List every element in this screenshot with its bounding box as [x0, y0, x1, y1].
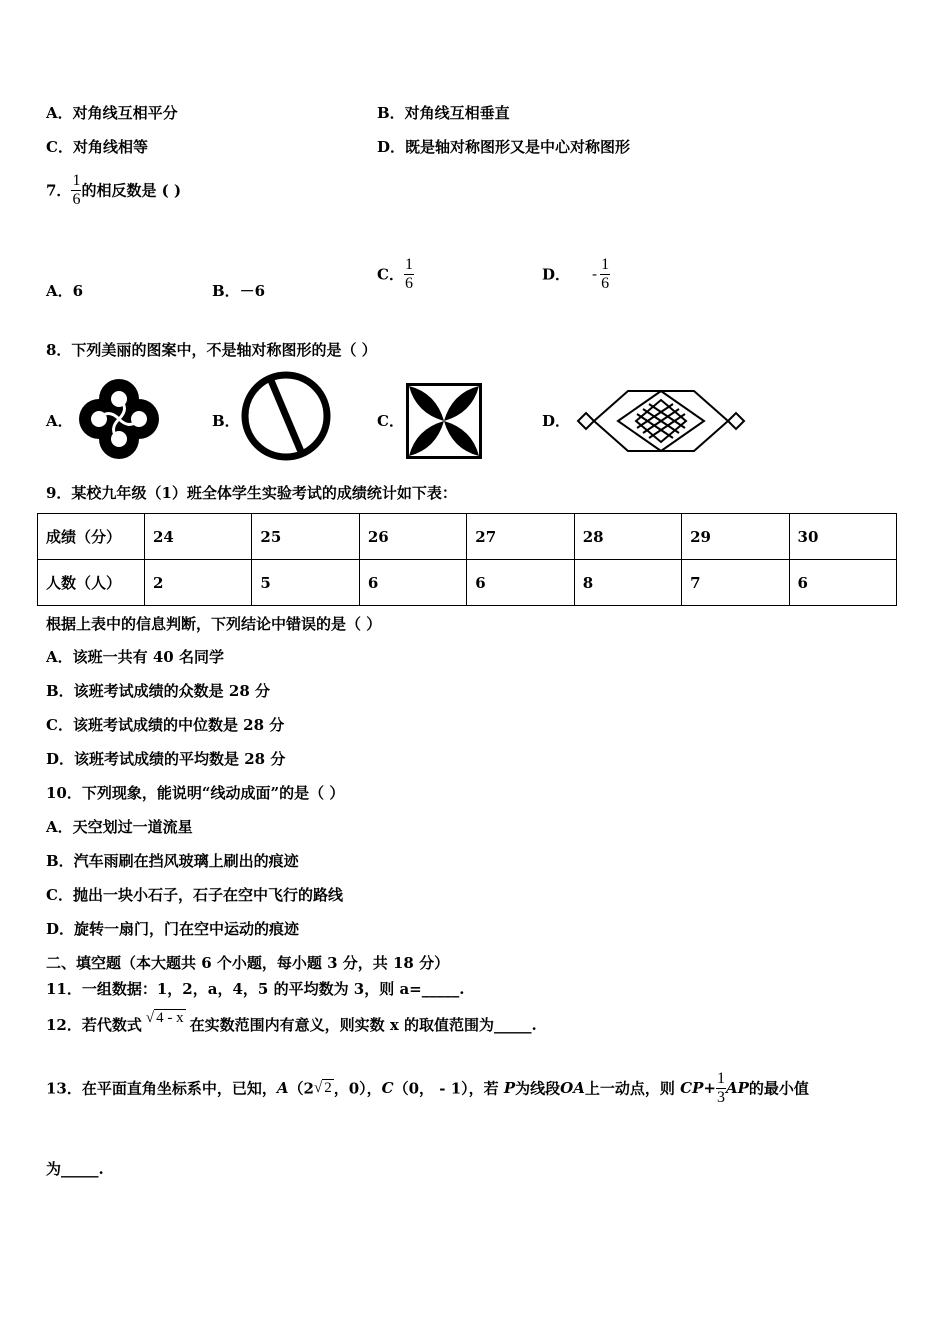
q9-question: 根据上表中的信息判断，下列结论中错误的是（ ）	[46, 615, 382, 633]
q13-line2: 为_____.	[46, 1160, 104, 1178]
q9-option-c: C．该班考试成绩的中位数是 28 分	[46, 716, 285, 734]
q13-cp: CP+	[680, 1079, 716, 1098]
table-cell: 6	[359, 560, 466, 606]
table-cell: 29	[682, 514, 789, 560]
q13-fraction	[716, 1070, 726, 1106]
q13-mid2: 上一动点，则	[584, 1079, 675, 1098]
q7-frac-num: 1	[72, 172, 81, 189]
q8-label-d: D．	[542, 412, 571, 430]
q12-post: 在实数范围内有意义，则实数 x 的取值范围为_____.	[189, 1016, 537, 1034]
q7-fraction	[71, 172, 81, 208]
q7-stem	[46, 172, 181, 208]
table-cell: 28	[574, 514, 681, 560]
table-cell: 30	[789, 514, 896, 560]
q9-option-b: B．该班考试成绩的众数是 28 分	[46, 682, 270, 700]
table-header-cell: 人数（人）	[38, 560, 145, 606]
q7-option-c-den: 6	[404, 274, 413, 292]
q7-frac-den: 6	[72, 190, 81, 208]
endless-knot-figure	[576, 388, 746, 454]
table-cell: 5	[252, 560, 359, 606]
table-cell: 7	[682, 560, 789, 606]
q13-segment-oa: OA	[560, 1079, 585, 1098]
q13-radicand: 2	[324, 1079, 332, 1096]
q11-stem: 11．一组数据：1，2，a，4，5 的平均数为 3，则 a=_____.	[46, 980, 465, 998]
q10-option-c: C．抛出一块小石子，石子在空中飞行的路线	[46, 886, 343, 904]
q13-mid: 为线段	[515, 1079, 561, 1098]
q10-option-b: B．汽车雨刷在挡风玻璃上刷出的痕迹	[46, 852, 299, 870]
table-cell: 8	[574, 560, 681, 606]
q8-stem: 8．下列美丽的图案中，不是轴对称图形的是（ ）	[46, 341, 377, 359]
q7-number: 7．	[46, 181, 72, 200]
q9-option-d: D．该班考试成绩的平均数是 28 分	[46, 750, 286, 768]
q13-ap: AP	[725, 1079, 749, 1098]
q7-option-c-label: C．	[377, 265, 404, 284]
table-cell: 25	[252, 514, 359, 560]
table-cell: 2	[145, 560, 252, 606]
four-leaf-knot-figure	[78, 378, 160, 460]
table-cell: 6	[789, 560, 896, 606]
score-table	[37, 513, 897, 606]
q10-option-a: A．天空划过一道流星	[46, 818, 193, 836]
q8-label-a: A．	[46, 412, 73, 430]
q13-frac-den: 3	[716, 1088, 725, 1106]
q13-stem	[46, 1070, 809, 1106]
table-row	[38, 514, 897, 560]
q13-pre: 13．在平面直角坐标系中，已知，	[46, 1079, 277, 1098]
q13-a-close: ，0），	[333, 1079, 382, 1098]
q8-label-b: B．	[212, 412, 240, 430]
q6-option-b: B．对角线互相垂直	[377, 104, 510, 122]
q7-option-a: A．6	[46, 282, 84, 300]
square-with-petals-figure	[406, 383, 482, 459]
q10-option-d: D．旋转一扇门，门在空中运动的痕迹	[46, 920, 300, 938]
q7-text: 的相反数是 ( )	[81, 181, 182, 200]
q8-label-c: C．	[377, 412, 404, 430]
q12-sqrt: √ 4 - x	[145, 1010, 184, 1026]
q13-point-a: A	[276, 1079, 289, 1098]
q7-option-d-fraction	[600, 256, 610, 292]
table-header-cell: 成绩（分）	[38, 514, 145, 560]
q13-c-coords: （0， - 1），若	[393, 1079, 499, 1098]
q7-option-c-num: 1	[404, 256, 413, 273]
q7-option-b: B．－6	[212, 282, 266, 300]
q7-option-d-num: 1	[601, 256, 610, 273]
q12-radicand: 4 - x	[156, 1010, 184, 1026]
q12-stem	[46, 1010, 537, 1035]
q13-point-p: P	[503, 1079, 516, 1098]
q6-option-a: A．对角线互相平分	[46, 104, 178, 122]
table-cell: 27	[467, 514, 574, 560]
table-cell: 24	[145, 514, 252, 560]
q10-stem: 10．下列现象，能说明“线动成面”的是（ ）	[46, 784, 345, 802]
q7-option-c	[377, 256, 414, 292]
q7-option-d-den: 6	[601, 274, 610, 292]
q6-option-c: C．对角线相等	[46, 138, 148, 156]
table-cell: 6	[467, 560, 574, 606]
q7-option-d	[542, 256, 610, 292]
q7-option-d-label: D．	[542, 265, 571, 284]
q9-option-a: A．该班一共有 40 名同学	[46, 648, 224, 666]
table-row	[38, 560, 897, 606]
section-heading: 二、填空题（本大题共 6 个小题，每小题 3 分，共 18 分）	[46, 954, 450, 972]
q6-option-d: D．既是轴对称图形又是中心对称图形	[377, 138, 631, 156]
q7-option-c-fraction	[404, 256, 414, 292]
q13-sqrt: √ 2	[313, 1079, 332, 1096]
q13-a-open: （2	[288, 1079, 314, 1098]
q13-point-c: C	[381, 1079, 394, 1098]
q12-pre: 12．若代数式	[46, 1016, 142, 1034]
q9-stem: 9．某校九年级（1）班全体学生实验考试的成绩统计如下表：	[46, 484, 457, 502]
table-cell: 26	[359, 514, 466, 560]
q13-frac-num: 1	[716, 1070, 725, 1087]
q13-post: 的最小值	[748, 1079, 809, 1098]
circle-with-slash-figure	[240, 370, 332, 462]
q7-option-d-sign: -	[592, 265, 598, 284]
